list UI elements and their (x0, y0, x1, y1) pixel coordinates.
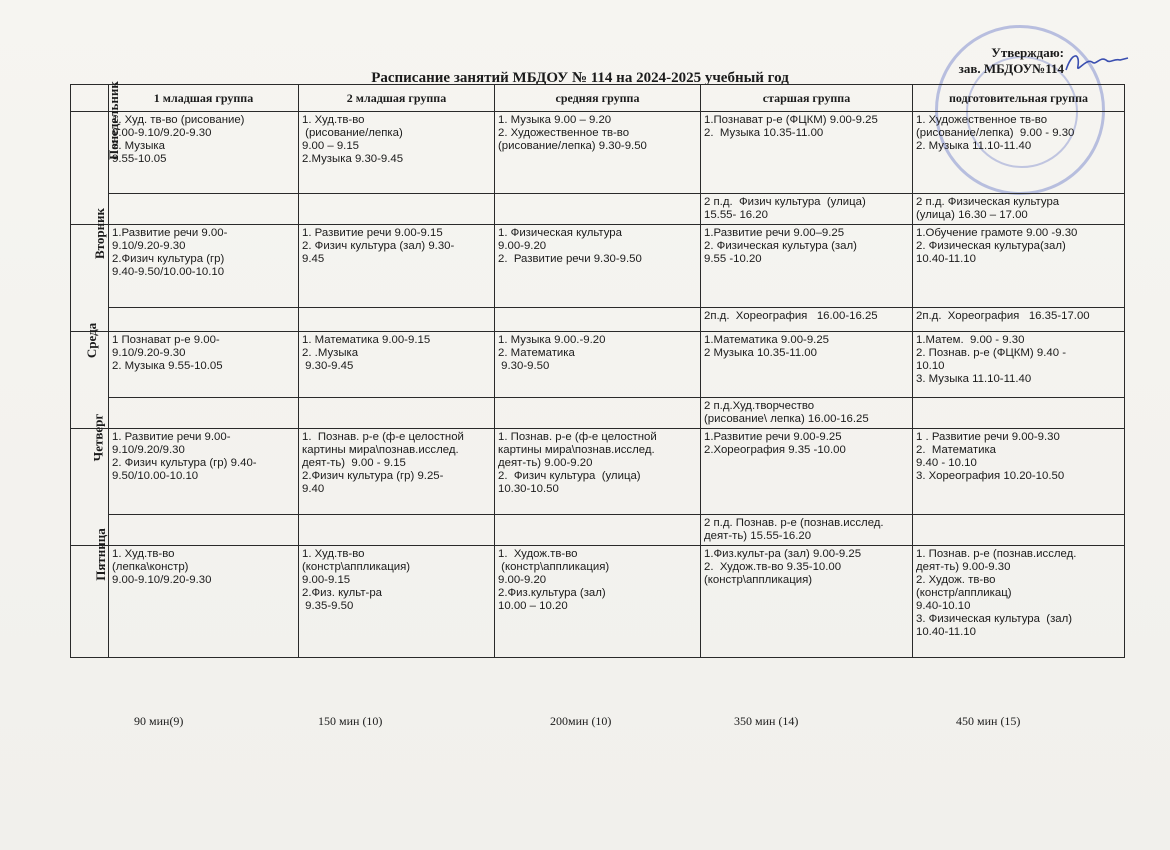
day-row-main (71, 429, 1125, 515)
total-minutes: 200мин (10) (550, 714, 612, 728)
lesson-line: 1. Худ.тв-во (302, 548, 365, 560)
lesson-line: 9.55-10.05 (112, 153, 167, 165)
lesson-line: (констр\аппликация) (704, 574, 813, 586)
day-row-main (71, 112, 1125, 194)
lesson-line: 2. Музыка 10.35-11.00 (704, 127, 824, 139)
lesson-line: 2. Познав. р-е (ФЦКМ) 9.40 - (916, 347, 1067, 359)
lesson-cell (495, 225, 701, 308)
lesson-line: 9.55 -10.20 (704, 253, 762, 265)
signature (1062, 48, 1132, 78)
lesson-line: 9.10/9.20/9.30 (112, 444, 185, 456)
lesson-line: 2. Художественное тв-во (498, 127, 630, 139)
afternoon-cell (495, 194, 701, 225)
group-header: средняя группа (495, 85, 701, 112)
lesson-line: 2. Музыка 11.10-11.40 (916, 140, 1032, 152)
group-header: подготовительная группа (913, 85, 1125, 112)
lesson-line: 2. Физич культура (улица) (498, 470, 641, 482)
lesson-cell (495, 332, 701, 398)
afternoon-cell (299, 515, 495, 546)
lesson-line: 1. Развитие речи 9.00- (112, 431, 231, 443)
lesson-line: 1. Худ.тв-во (112, 548, 175, 560)
afternoon-cell (109, 194, 299, 225)
lesson-line: 1. Худ.тв-во (302, 114, 365, 126)
lesson-line: 9.00-9.10/9.20-9.30 (112, 574, 212, 586)
afternoon-cell (109, 515, 299, 546)
lesson-cell (495, 546, 701, 658)
lesson-line: 1.Развитие речи 9.00–9.25 (704, 227, 845, 239)
lesson-line: 2 Музыка 10.35-11.00 (704, 347, 817, 359)
afternoon-cell (701, 398, 913, 429)
lesson-line: 10.30-10.50 (498, 483, 559, 495)
lesson-cell (109, 225, 299, 308)
lesson-line: 15.55- 16.20 (704, 209, 768, 221)
lesson-line: 10.00 – 10.20 (498, 600, 568, 612)
total-minutes: 350 мин (14) (734, 714, 799, 728)
lesson-cell (701, 429, 913, 515)
corner-cell (71, 85, 109, 112)
afternoon-cell (701, 308, 913, 332)
lesson-line: 1. Музыка 9.00.-9.20 (498, 334, 606, 346)
lesson-cell (109, 112, 299, 194)
lesson-cell (299, 429, 495, 515)
lesson-line: 2. Развитие речи 9.30-9.50 (498, 253, 642, 265)
lesson-line: 9.00-9.20 (498, 240, 547, 252)
lesson-line: (рисование/лепка) 9.00 - 9.30 (916, 127, 1075, 139)
day-row-main (71, 225, 1125, 308)
lesson-line: 1. Худ. тв-во (рисование) (112, 114, 245, 126)
lesson-cell (495, 429, 701, 515)
lesson-line: 1. Математика 9.00-9.15 (302, 334, 431, 346)
day-row-main (71, 332, 1125, 398)
lesson-line: (констр/аппликац) (916, 587, 1012, 599)
lesson-cell (495, 112, 701, 194)
schedule-table (70, 81, 1125, 658)
lesson-line: 9.50/10.00-10.10 (112, 470, 199, 482)
approval-block (934, 45, 1064, 77)
lesson-line: 2 п.д. Физич культура (улица) (704, 196, 866, 208)
afternoon-cell (109, 308, 299, 332)
lesson-line: (рисование/лепка) 9.30-9.50 (498, 140, 647, 152)
lesson-cell (109, 332, 299, 398)
lesson-line: 2.Хореография 9.35 -10.00 (704, 444, 846, 456)
lesson-cell (299, 112, 495, 194)
lesson-line: 9.30-9.45 (302, 360, 354, 372)
lesson-line: (констр\аппликация) (302, 561, 411, 573)
lesson-cell (913, 546, 1125, 658)
lesson-line: (лепка\констр) (112, 561, 189, 573)
lesson-cell (701, 225, 913, 308)
day-label: Четверг (90, 413, 106, 462)
lesson-line: 3. Физическая культура (зал) (916, 613, 1073, 625)
afternoon-cell (913, 515, 1125, 546)
lesson-line: 1.Познават р-е (ФЦКМ) 9.00-9.25 (704, 114, 878, 126)
lesson-line: 1.Физ.культ-ра (зал) 9.00-9.25 (704, 548, 862, 560)
lesson-line: 9.45 (302, 253, 325, 265)
lesson-line: 9.40-9.50/10.00-10.10 (112, 266, 225, 278)
group-header-row (71, 85, 1125, 112)
lesson-line: 2. Музыка 9.55-10.05 (112, 360, 223, 372)
total-minutes: 150 мин (10) (318, 714, 383, 728)
afternoon-cell (109, 398, 299, 429)
group-header: 2 младшая группа (299, 85, 495, 112)
page-title: Расписание занятий МБДОУ № 114 на 2024-2025 учебный год (371, 70, 789, 86)
lesson-cell (913, 225, 1125, 308)
lesson-line: 3. Хореография 10.20-10.50 (916, 470, 1065, 482)
lesson-line: 2. Музыка (112, 140, 165, 152)
day-row-afternoon (71, 398, 1125, 429)
lesson-line: картины мира\познав.исслед. (498, 444, 655, 456)
lesson-line: (констр\аппликация) (498, 561, 610, 573)
afternoon-cell (701, 515, 913, 546)
lesson-line: 9.40 (302, 483, 325, 495)
lesson-line: 2. Математика (498, 347, 575, 359)
lesson-line: 2п.д. Хореография 16.00-16.25 (704, 310, 878, 322)
lesson-line: 1. Художественное тв-во (916, 114, 1048, 126)
lesson-cell (299, 332, 495, 398)
total-minutes: 450 мин (15) (956, 714, 1021, 728)
lesson-line: 9.00-9.20 (498, 574, 547, 586)
lesson-line: 9.00 – 9.15 (302, 140, 360, 152)
lesson-line: 1. Познав. р-е (ф-е целостной (302, 431, 464, 443)
lesson-line: 1. Познав. р-е (ф-е целостной (498, 431, 657, 443)
lesson-line: 1. Развитие речи 9.00-9.15 (302, 227, 443, 239)
group-header: 1 младшая группа (109, 85, 299, 112)
lesson-line: 2 п.д. Познав. р-е (познав.исслед. (704, 517, 884, 529)
afternoon-cell (495, 515, 701, 546)
lesson-line: картины мира\познав.исслед. (302, 444, 459, 456)
lesson-line: 1.Развитие речи 9.00-9.25 (704, 431, 842, 443)
lesson-line: 2п.д. Хореография 16.35-17.00 (916, 310, 1090, 322)
lesson-line: 2 п.д.Худ.творчество (704, 400, 815, 412)
lesson-cell (913, 112, 1125, 194)
lesson-line: 2 п.д. Физическая культура (916, 196, 1060, 208)
lesson-line: 2.Физич культура (гр) (112, 253, 225, 265)
lesson-line: деят-ть) 9.00-9.30 (916, 561, 1011, 573)
lesson-line: 2. Физическая культура (зал) (704, 240, 857, 252)
lesson-line: 9.35-9.50 (302, 600, 354, 612)
day-row-main (71, 546, 1125, 658)
lesson-line: 2. Худож. тв-во (916, 574, 996, 586)
lesson-line: 9.10/9.20-9.30 (112, 240, 186, 252)
lesson-line: 1 Познават р-е 9.00- (112, 334, 220, 346)
afternoon-cell (299, 398, 495, 429)
approval-line-1: Утверждаю: (991, 45, 1064, 60)
afternoon-cell (913, 308, 1125, 332)
lesson-line: (рисование\ лепка) 16.00-16.25 (704, 413, 869, 425)
lesson-cell (299, 546, 495, 658)
day-label: Вторник (92, 207, 108, 260)
lesson-cell (913, 429, 1125, 515)
lesson-line: 1.Математика 9.00-9.25 (704, 334, 829, 346)
lesson-line: 10.40-11.10 (916, 253, 976, 265)
lesson-line: 2.Физич культура (гр) 9.25- (302, 470, 444, 482)
lesson-line: деят-ть) 9.00 - 9.15 (302, 457, 406, 469)
day-label: Понедельник (105, 81, 121, 160)
lesson-cell (701, 112, 913, 194)
day-row-afternoon (71, 194, 1125, 225)
lesson-line: деят-ть) 9.00-9.20 (498, 457, 593, 469)
day-label: Пятница (92, 528, 108, 581)
lesson-line: (улица) 16.30 – 17.00 (916, 209, 1028, 221)
group-header: старшая группа (701, 85, 913, 112)
day-label-cell (71, 528, 109, 658)
lesson-line: 2. Физич культура (гр) 9.40- (112, 457, 257, 469)
lesson-line: 9.00-9.15 (302, 574, 351, 586)
afternoon-cell (913, 398, 1125, 429)
lesson-line: 9.40 - 10.10 (916, 457, 977, 469)
lesson-cell (109, 546, 299, 658)
approval-line-2: зав. МБДОУ№114 (958, 61, 1064, 76)
lesson-line: 9.00-9.10/9.20-9.30 (112, 127, 212, 139)
afternoon-cell (299, 194, 495, 225)
day-row-afternoon (71, 515, 1125, 546)
lesson-cell (109, 429, 299, 515)
day-label-cell (71, 207, 109, 332)
afternoon-cell (913, 194, 1125, 225)
lesson-cell (701, 332, 913, 398)
lesson-line: 1. Худож.тв-во (498, 548, 578, 560)
lesson-line: 1.Матем. 9.00 - 9.30 (916, 334, 1025, 346)
afternoon-cell (495, 398, 701, 429)
lesson-line: 2. Физич культура (зал) 9.30- (302, 240, 455, 252)
lesson-cell (299, 225, 495, 308)
lesson-line: 2.Физ.культура (зал) (498, 587, 606, 599)
lesson-cell (701, 546, 913, 658)
afternoon-cell (495, 308, 701, 332)
lesson-line: 2. Физическая культура(зал) (916, 240, 1066, 252)
lesson-line: 2. .Музыка (302, 347, 359, 359)
day-row-afternoon (71, 308, 1125, 332)
lesson-line: 1.Обучение грамоте 9.00 -9.30 (916, 227, 1078, 239)
afternoon-cell (701, 194, 913, 225)
lesson-line: деят-ть) 15.55-16.20 (704, 530, 812, 542)
lesson-line: 10.10 (916, 360, 945, 372)
lesson-line: 3. Музыка 11.10-11.40 (916, 373, 1032, 385)
lesson-line: 1 . Развитие речи 9.00-9.30 (916, 431, 1060, 443)
lesson-line: 2. Математика (916, 444, 997, 456)
lesson-line: 9.10/9.20-9.30 (112, 347, 186, 359)
lesson-line: 2. Худож.тв-во 9.35-10.00 (704, 561, 842, 573)
lesson-line: (рисование/лепка) (302, 127, 403, 139)
afternoon-cell (299, 308, 495, 332)
lesson-line: 1.Развитие речи 9.00- (112, 227, 228, 239)
lesson-line: 9.30-9.50 (498, 360, 550, 372)
day-label: Среда (84, 322, 100, 359)
lesson-cell (913, 332, 1125, 398)
lesson-line: 2.Музыка 9.30-9.45 (302, 153, 404, 165)
total-minutes: 90 мин(9) (134, 714, 184, 728)
lesson-line: 1. Познав. р-е (познав.исслед. (916, 548, 1077, 560)
lesson-line: 10.40-11.10 (916, 626, 976, 638)
lesson-line: 2.Физ. культ-ра (302, 587, 383, 599)
lesson-line: 1. Музыка 9.00 – 9.20 (498, 114, 612, 126)
lesson-line: 1. Физическая культура (498, 227, 622, 239)
totals-row (70, 714, 1124, 730)
lesson-line: 9.40-10.10 (916, 600, 971, 612)
